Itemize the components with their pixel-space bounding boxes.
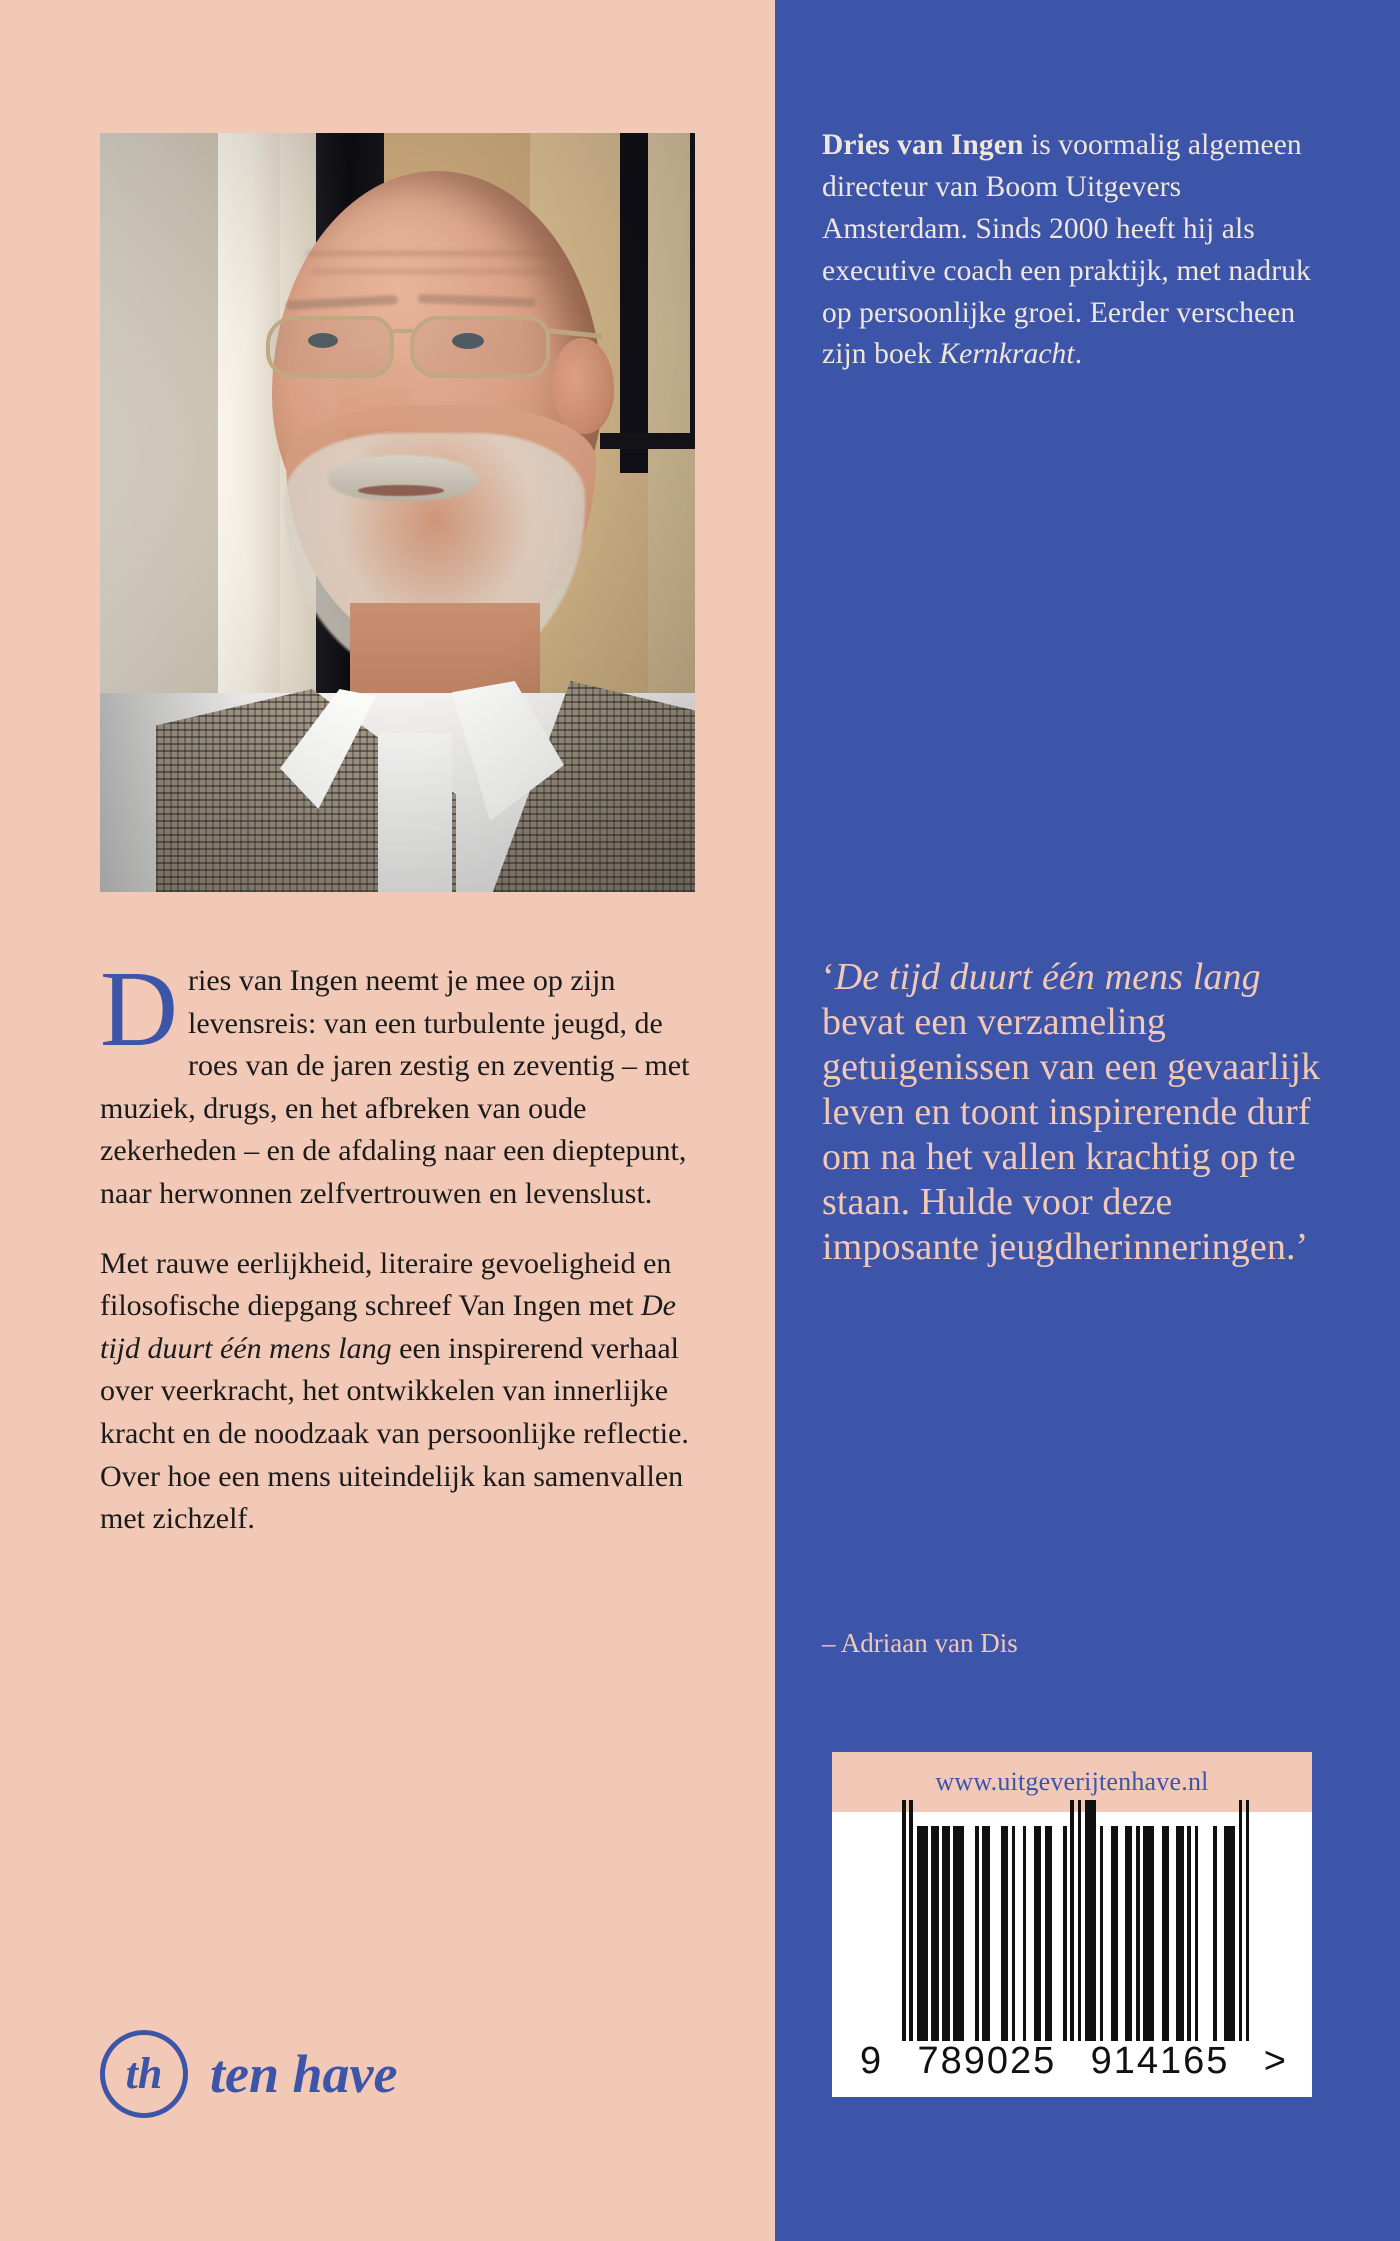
review-quote-attribution: – Adriaan van Dis [822,1628,1018,1658]
isbn-group-2: 914165 [1090,2040,1230,2082]
blurb-paragraph-2-text-a: Met rauwe eerlijkheid, literaire gevoeligheid en filosofische diepgang schreef Van Ingen met [100,1246,672,1323]
barcode-bar [953,1826,964,2041]
author-portrait-photo [100,133,695,892]
ten-have-monogram-icon: th [100,2030,188,2118]
barcode-bar [931,1826,938,2041]
barcode-bar [1224,1826,1235,2041]
barcode-block [832,1752,1312,2097]
review-quote [822,955,1322,1270]
barcode-bar [1198,1826,1213,2041]
barcode-bar [1015,1826,1022,2041]
barcode-bar [1001,1826,1008,2041]
barcode-bar [1169,1826,1176,2041]
barcode-bar [1143,1826,1154,2041]
drop-cap: D [100,950,178,1069]
barcode-bar [990,1826,1001,2041]
book-title-italic: De tijd duurt één mens lang [100,1289,676,1365]
quote-body: bevat een verzameling getuigenissen van een gevaarlijk leven en toont inspirerende durf om na het vallen krachtig op te staan. Hulde voor deze imposante jeugdherinneringen.’ [822,1001,1321,1269]
quote-open-mark: ‘ [822,956,835,998]
barcode-bar [1111,1826,1118,2041]
barcode-bar [1045,1826,1052,2041]
author-bio-body-1: is voormalig algemeen directeur van Boom Uitgevers Amsterdam. Sinds 2000 heeft hij als executive coach een praktijk, met nadruk op persoonlijke groei. Eerder verscheen zijn boek [822,129,1311,371]
photo-vignette [100,133,695,892]
barcode-bar [1217,1826,1224,2041]
author-previous-book-title: Kernkracht [939,338,1075,371]
barcode-bar [1154,1826,1161,2041]
blurb-paragraph-2-text-b: een inspirerend verhaal over veerkracht, het ontwikkelen van innerlijke kracht en de noodzaak van persoonlijke reflectie. Over hoe een mens uiteindelijk kan samenvallen met zichzelf. [100,1331,689,1536]
barcode-bar [1246,1800,1250,2041]
barcode-bar [1125,1826,1132,2041]
quote-book-title: De tijd duurt één mens lang [834,956,1261,998]
barcode-bar [1103,1826,1110,2041]
barcode-bar [1176,1826,1183,2041]
blurb-paragraph-2 [100,1243,700,1541]
ean13-barcode [902,1826,1250,2041]
author-bio-body-2: . [1074,338,1083,371]
barcode-bar [1026,1826,1033,2041]
barcode-bar [1052,1826,1063,2041]
author-name: Dries van Ingen [822,129,1024,161]
blurb-paragraph-1 [100,950,700,1216]
blurb-paragraph-1-text: ries van Ingen neemt je mee op zijn levensreis: van een turbulente jeugd, de roes van de jaren zestig en zeventig – met muziek, drugs, en het afbreken van oude zekerheden – en de afdaling naar een dieptepunt, naar herwonnen zelfvertrouwen en levenslust. [100,964,690,1210]
barcode-bar [1034,1826,1041,2041]
barcode-bar [1118,1826,1125,2041]
barcode-bar [942,1826,949,2041]
isbn-group-1: 789025 [917,2040,1057,2082]
isbn-terminator: > [1263,2040,1288,2082]
barcode-bar [1162,1826,1169,2041]
isbn-digits [860,2040,1288,2083]
barcode-bar [1085,1800,1096,2041]
publisher-website-url[interactable]: www.uitgeverijtenhave.nl [832,1752,1312,1812]
back-cover-blurb [100,950,700,1541]
author-bio-text [822,125,1322,376]
barcode-bar [917,1826,928,2041]
barcode-bar [982,1826,989,2041]
barcode-bar [964,1826,975,2041]
isbn-digit-left: 9 [860,2040,884,2082]
publisher-name: ten have [210,2044,398,2104]
publisher-logo [100,2030,397,2118]
